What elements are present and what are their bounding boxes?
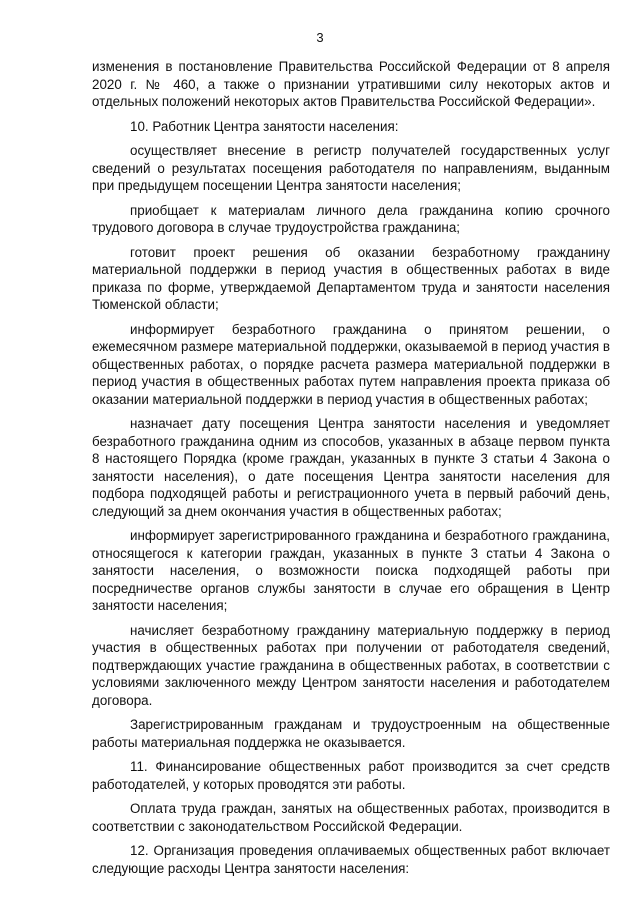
- document-body: [92, 58, 610, 884]
- paragraph-item-12: 12. Организация проведения оплачиваемых общественных работ включает следующие расходы Центра занятости населения:: [92, 843, 610, 876]
- paragraph: Оплата труда граждан, занятых на общественных работах, производится в соответствии с законодательством Российской Федерации.: [92, 801, 610, 834]
- paragraph: информирует зарегистрированного гражданина и безработного гражданина, относящегося к категории граждан, указанных в пункте 3 статьи 4 Закона о занятости населения, о возможности поиска подходящей работы при посредничестве органов службы занятости в случае его обращения в Центр занятости населения;: [92, 528, 610, 613]
- paragraph: готовит проект решения об оказании безработному гражданину материальной поддержки в период участия в общественных работах в виде приказа по форме, утверждаемой Департаментом труда и занятости населения Тюменской области;: [92, 244, 610, 312]
- paragraph: начисляет безработному гражданину материальную поддержку в период участия в общественных работах при получении от работодателя сведений, подтверждающих участие гражданина в общественных работах, в соответствии с условиями заключенного между Центром занятости населения и работодателем договора.: [92, 622, 610, 708]
- paragraph: осуществляет внесение в регистр получателей государственных услуг сведений о результатах посещения работодателя по направлениям, выданным при предыдущем посещении Центра занятости населения;: [92, 143, 610, 193]
- paragraph: назначает дату посещения Центра занятости населения и уведомляет безработного гражданина одним из способов, указанных в абзаце первом пункта 8 настоящего Порядка (кроме граждан, указанных в пункте 3 статьи 4 Закона о занятости населения), о дате посещения Центра занятости населения для подбора подходящей работы и регистрационного учета в первый рабочий день, следующий за днем окончания участия в общественных работах;: [92, 416, 610, 519]
- paragraph: приобщает к материалам личного дела гражданина копию срочного трудового договора в случае трудоустройства гражданина;: [92, 202, 610, 235]
- page-number: 3: [316, 30, 324, 45]
- paragraph: информирует безработного гражданина о принятом решении, о ежемесячном размере материальной поддержки, оказываемой в период участия в общественных работах, о порядке расчета размера материальной поддержки в период участия в общественных работах путем направления проекта приказа об оказании материальной поддержки в период участия в общественных работах;: [92, 321, 610, 407]
- paragraph-item-10: 10. Работник Центра занятости населения:: [130, 118, 399, 134]
- paragraph-item-11: 11. Финансирование общественных работ производится за счет средств работодателей, у которых проводятся эти работы.: [92, 759, 610, 792]
- paragraph-continuation: изменения в постановление Правительства Российской Федерации от 8 апреля 2020 г. № 460, а также о признании утратившими силу некоторых актов и отдельных положений некоторых актов Правительства Российской Федерации».: [92, 59, 610, 109]
- paragraph: Зарегистрированным гражданам и трудоустроенным на общественные работы материальная поддержка не оказывается.: [92, 717, 610, 750]
